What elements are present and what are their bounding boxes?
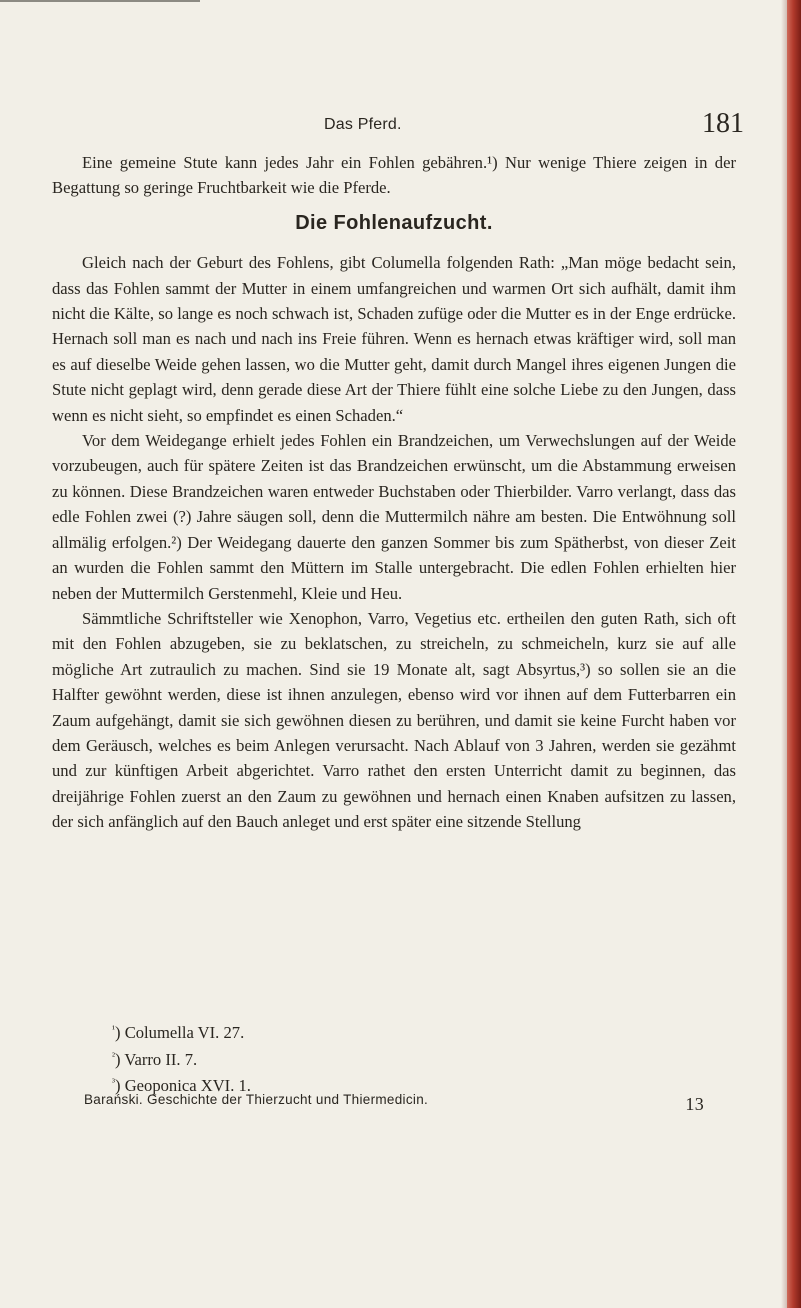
- footnote-2: $^{^2}$) Varro II. 7.: [112, 1049, 198, 1069]
- page-number: 181: [702, 108, 744, 139]
- page-footer: [84, 1092, 734, 1114]
- body-text: [52, 150, 736, 835]
- top-rule: [0, 0, 200, 2]
- footnote-1: $^{^1}$) Columella VI. 27.: [112, 1023, 245, 1042]
- paragraph-schriftsteller: Sämmtliche Schriftsteller wie Xenophon, Varro, Vegetius etc. ertheilen den guten Rath, sich oft mit den Fohlen abzugeben, sie zu beklatschen, zu streicheln, zu schmeicheln, kurz sie auf alle mögliche Art zutraulich zu machen. Sind sie 19 Monate alt, sagt Absyrtus,³) so sollen sie an die Halfter gewöhnt werden, diese ist ihnen anzulegen, ebenso wird vor ihnen auf dem Futterbarren ein Zaum aufgehängt, damit sie sich gewöhnen diesen zu berühren, und damit sie keine Furcht haben vor dem Geräusch, welches es beim Anlegen verursacht. Nach Ablauf von 3 Jahren, werden sie gezähmt und zur künftigen Arbeit abgerichtet. Varro rathet den ersten Unterricht damit zu beginnen, das dreijährige Fohlen zuerst an den Zaum zu gewöhnen und hernach einen Knaben aufsitzen zu lassen, der sich anfänglich auf den Bauch anleget und erst später eine sitzende Stellung: [52, 608, 736, 832]
- section-heading: Die Fohlenaufzucht.: [295, 211, 493, 234]
- footnotes: [112, 1018, 732, 1098]
- intro-paragraph: Eine gemeine Stute kann jedes Jahr ein Fohlen gebähren.¹) Nur wenige Thiere zeigen in der Begattung so geringe Fruchtbarkeit wie die Pferde.: [52, 153, 736, 198]
- footnote-mark: ³: [112, 1077, 115, 1088]
- footer-text: Barański. Geschichte der Thierzucht und Thiermedicin.: [84, 1092, 429, 1107]
- signature-mark: 13: [685, 1094, 704, 1114]
- footnote-text: Varro II. 7.: [124, 1049, 198, 1069]
- footnote-mark: ¹: [112, 1024, 115, 1035]
- paragraph-columella: Gleich nach der Geburt des Fohlens, gibt Columella folgenden Rath: „Man möge bedacht sein, dass das Fohlen sammt der Mutter in einem umfangreichen und warmen Ort sich aufhält, damit ihm nicht die Kälte, so lange es noch schwach ist, Schaden zufüge oder die Mutter es in der Enge erdrücke. Hernach soll man es nach und nach ins Freie führen. Wenn es hernach etwas kräftiger wird, soll man es auf dieselbe Weide gehen lassen, wo die Mutter geht, damit durch Mangel ihres eigenen Jungen die Stute nicht geplagt wird, denn gerade diese Art der Thiere fühlt eine solche Liebe zu den Jungen, dass wenn es nicht sieht, so empfindet es einen Schaden.“: [52, 253, 736, 425]
- footnote-text: Geoponica XVI. 1.: [124, 1076, 251, 1095]
- running-head: [44, 110, 744, 140]
- running-head-title: Das Pferd.: [324, 116, 402, 133]
- page-edge-strip: [787, 0, 801, 1308]
- paragraph-brandzeichen: Vor dem Weidegange erhielt jedes Fohlen ein Brandzeichen, um Verwechslungen auf der Weide vorzubeugen, auch für spätere Zeiten ist das Brandzeichen erwünscht, um die Abstammung erweisen zu können. Diese Brandzeichen waren entweder Buchstaben oder Thierbilder. Varro verlangt, dass das edle Fohlen zwei (?) Jahre säugen soll, denn die Muttermilch nähre am besten. Die Entwöhnung soll allmälig erfolgen.²) Der Weidegang dauerte den ganzen Sommer bis zum Spätherbst, von dieser Zeit an wurden die Fohlen sammt den Müttern im Stalle untergebracht. Die edlen Fohlen erhielten hier neben der Muttermilch Gerstenmehl, Kleie und Heu.: [52, 431, 736, 603]
- footnote-text: Columella VI. 27.: [124, 1023, 245, 1042]
- footnote-mark: ²: [112, 1050, 115, 1062]
- footnote-3: $^{^3}$) Geoponica XVI. 1.: [112, 1076, 251, 1095]
